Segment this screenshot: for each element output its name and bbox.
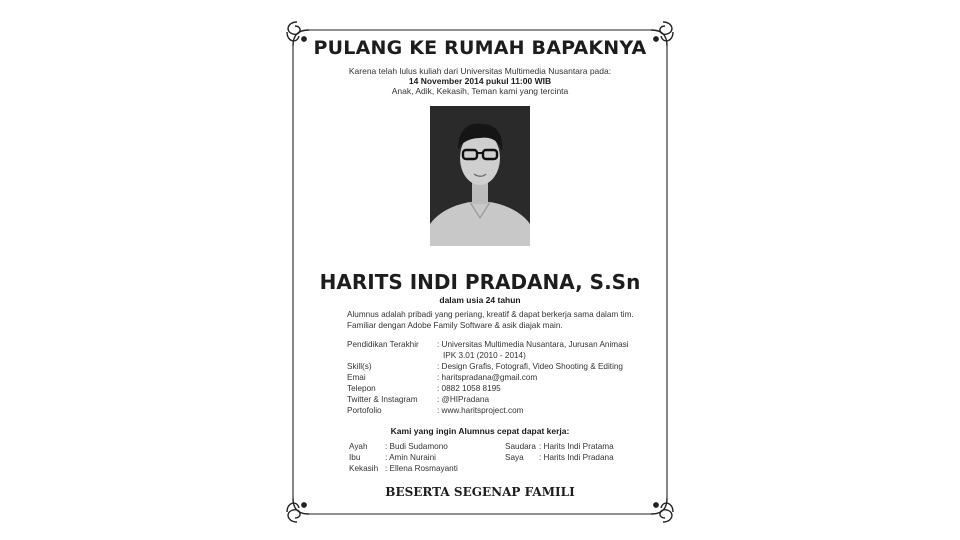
detail-value: : 0882 1058 8195 bbox=[437, 384, 501, 393]
detail-label: Pendidikan Terakhir bbox=[347, 340, 419, 349]
detail-value: : Design Grafis, Fotografi, Video Shooting & Editing bbox=[437, 362, 623, 371]
detail-label: Skill(s) bbox=[347, 362, 372, 371]
description bbox=[347, 309, 634, 331]
family-label: Saudara bbox=[505, 442, 536, 451]
intro-text: Karena telah lulus kuliah dari Universitas Multimedia Nusantara pada: bbox=[348, 66, 612, 76]
family-label: Ayah bbox=[349, 442, 368, 451]
footer-text: BESERTA SEGENAP FAMILI bbox=[385, 485, 575, 499]
obituary-notice bbox=[283, 18, 677, 526]
corner-flourish-icon bbox=[651, 498, 673, 522]
family-label: Ibu bbox=[349, 453, 361, 462]
detail-label: Telepon bbox=[347, 384, 376, 393]
family-heading: Kami yang ingin Alumnus cepat dapat kerja: bbox=[390, 426, 570, 436]
description-line: Familiar dengan Adobe Family Software & asik diajak main. bbox=[347, 321, 563, 330]
detail-value: : Universitas Multimedia Nusantara, Jurusan Animasi bbox=[437, 340, 629, 349]
detail-label: Twitter & Instagram bbox=[347, 395, 418, 404]
detail-value: IPK 3.01 (2010 - 2014) bbox=[443, 351, 526, 360]
family-value: : Budi Sudamono bbox=[385, 442, 448, 451]
detail-value: : @HIPradana bbox=[437, 395, 490, 404]
detail-value: : www.haritsproject.com bbox=[437, 406, 524, 415]
family-label: Kekasih bbox=[349, 464, 379, 473]
detail-label: Portofolio bbox=[347, 406, 382, 415]
description-line: Alumnus adalah pribadi yang periang, kreatif & dapat berkerja sama dalam tim. bbox=[347, 310, 634, 319]
family-value: : Amin Nuraini bbox=[385, 453, 436, 462]
family-value: : Ellena Rosmayanti bbox=[385, 464, 458, 473]
intro-date: 14 November 2014 pukul 11:00 WIB bbox=[408, 76, 552, 86]
age-text: dalam usia 24 tahun bbox=[439, 295, 521, 305]
family-label: Saya bbox=[505, 453, 524, 462]
family-value: : Harits Indi Pratama bbox=[539, 442, 614, 451]
notice-title: PULANG KE RUMAH BAPAKNYA bbox=[313, 37, 647, 59]
detail-label: Emai bbox=[347, 373, 366, 382]
corner-flourish-icon bbox=[287, 498, 309, 522]
deceased-name: HARITS INDI PRADANA, S.Sn bbox=[319, 270, 641, 294]
intro-relations: Anak, Adik, Kekasih, Teman kami yang tercinta bbox=[391, 86, 569, 96]
family-value: : Harits Indi Pradana bbox=[539, 453, 614, 462]
portrait-photo bbox=[430, 106, 530, 246]
detail-value: : haritspradana@gmail.com bbox=[437, 373, 538, 382]
